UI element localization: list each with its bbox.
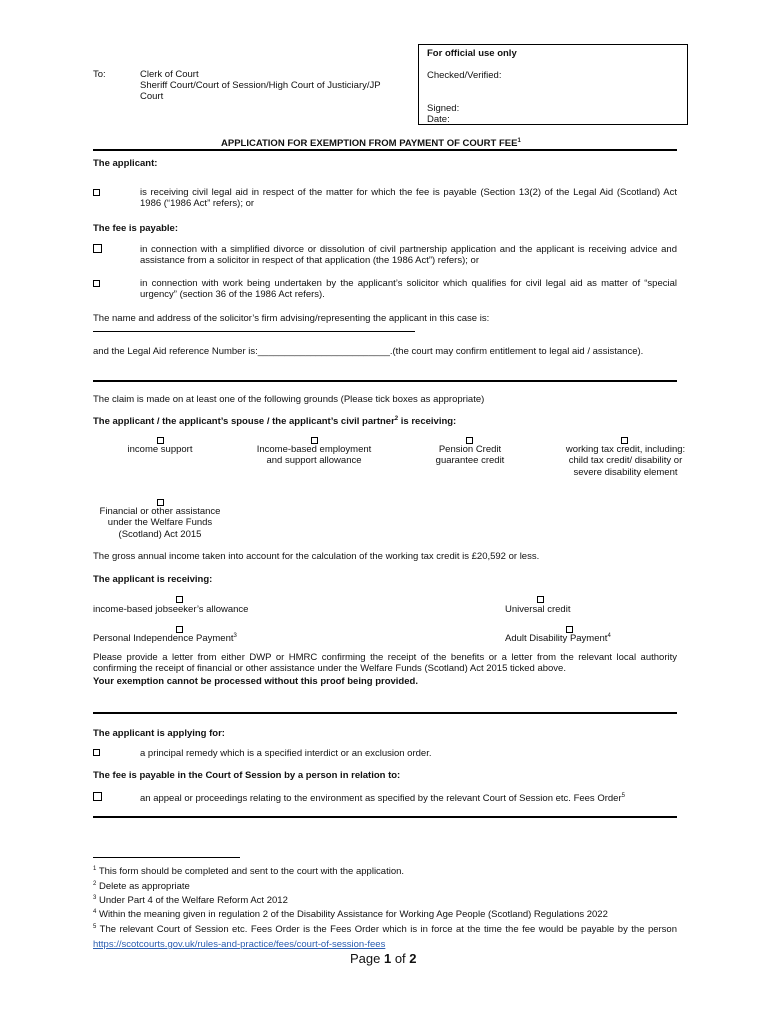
proof-warning: Your exemption cannot be processed without this proof being provided. <box>93 676 418 687</box>
benefit-universal-credit: Universal credit <box>505 604 571 615</box>
official-use-box <box>418 44 688 125</box>
benefit-pension-credit: Pension Credit guarantee credit <box>435 444 505 467</box>
benefit-welfare-funds: Financial or other assistance under the Welfare Funds (Scotland) Act 2015 <box>99 506 221 540</box>
form-title: APPLICATION FOR EXEMPTION FROM PAYMENT OF COURT FEE$^1$ <box>221 137 521 149</box>
session-item: an appeal or proceedings relating to the environment as specified by the relevant Court of Session etc. Fees Order$^5$ <box>140 792 625 804</box>
session-heading: The fee is payable in the Court of Session by a person in relation to: <box>93 770 401 781</box>
to-line-2: Sheriff Court/Court of Session/High Court of Justiciary/JP <box>140 80 381 91</box>
fee-item-1: in connection with a simplified divorce or dissolution of civil partnership application and the applicant is receiving advice and assistance from a solicitor in respect of that application (the 1986 Act”) refers); or <box>140 244 677 267</box>
checkbox-environment-appeal[interactable] <box>93 792 102 801</box>
fee-item-2: in connection with work being undertaken by the applicant’s solicitor which qualifies for civil legal aid as matter of “special urgency” (section 36 of the 1986 Act refers). <box>140 278 677 301</box>
section-rule-2 <box>93 712 677 714</box>
fee-heading: The fee is payable: <box>93 223 179 234</box>
checkbox-working-tax-credit[interactable] <box>621 437 628 444</box>
checkbox-civil-legal-aid[interactable] <box>93 189 100 196</box>
benefit-pip: Personal Independence Payment$^3$ <box>93 632 237 644</box>
checkbox-simplified-divorce[interactable] <box>93 244 102 253</box>
benefit-adp: Adult Disability Payment$^4$ <box>505 632 611 644</box>
fees-order-link[interactable]: https://scotcourts.gov.uk/rules-and-practice/fees/court-of-session-fees <box>93 938 386 950</box>
benefit-working-tax-credit: working tax credit, including: child tax credit/ disability or severe disability element <box>565 444 686 478</box>
checkbox-income-support[interactable] <box>157 437 164 444</box>
checkbox-welfare-funds[interactable] <box>157 499 164 506</box>
page-number: Page 1 of 2 <box>350 951 417 966</box>
section-rule-3 <box>93 816 677 818</box>
grounds-intro: The claim is made on at least one of the following grounds (Please tick boxes as appropriate) <box>93 394 485 405</box>
checkbox-interdict[interactable] <box>93 749 100 756</box>
footnote-1: $^1$ This form should be completed and sent to the court with the application. <box>93 865 405 877</box>
signed-label: Signed: <box>427 103 460 114</box>
solicitor-blank[interactable] <box>93 331 415 332</box>
checkbox-esa[interactable] <box>311 437 318 444</box>
date-label: Date: <box>427 114 450 125</box>
benefit-income-support: income support <box>127 444 193 455</box>
checkbox-pip[interactable] <box>176 626 183 633</box>
footnote-4: $^4$ Within the meaning given in regulation 2 of the Disability Assistance for Working Age People (Scotland) Regulations 2022 <box>93 908 608 920</box>
footnote-2: $^2$ Delete as appropriate <box>93 880 190 892</box>
benefit-jsa: income-based jobseeker’s allowance <box>93 604 249 615</box>
official-use-header: For official use only <box>427 48 517 59</box>
to-label: To: <box>93 69 106 80</box>
title-rule <box>93 149 677 151</box>
applicant-item-1: is receiving civil legal aid in respect of the matter for which the fee is payable (Section 13(2) of the Legal Aid (Scotland) Act 1986 (“1986 Act” refers); or <box>140 187 677 210</box>
solicitor-line: The name and address of the solicitor’s firm advising/representing the applicant in this case is: <box>93 313 490 324</box>
checkbox-jsa[interactable] <box>176 596 183 603</box>
checkbox-universal-credit[interactable] <box>537 596 544 603</box>
gross-income-note: The gross annual income taken into account for the calculation of the working tax credit is £20,592 or less. <box>93 551 540 562</box>
footnote-5: $^5$ The relevant Court of Session etc. Fees Order is the Fees Order which is in force at the time the fee would be payable by the person https://scotcourts.gov.uk/rules-and-practice/fees/court-of-session-fees <box>93 923 677 950</box>
checkbox-adp[interactable] <box>566 626 573 633</box>
proof-letter-note: Please provide a letter from either DWP or HMRC confirming the receipt of the benefits or a letter from the relevant local authority confirming the receipt of financial or other assistance under the Welfare Funds (Scotland) Act 2015 ticked above. <box>93 652 677 675</box>
grounds-heading: The applicant / the applicant’s spouse / the applicant’s civil partner$^2$ is receiving: <box>93 415 457 427</box>
to-line-3: Court <box>140 91 164 102</box>
checkbox-pension-credit[interactable] <box>466 437 473 444</box>
receiving-heading: The applicant is receiving: <box>93 574 213 585</box>
applying-heading: The applicant is applying for: <box>93 728 225 739</box>
applicant-heading: The applicant: <box>93 158 158 169</box>
checked-verified-label: Checked/Verified: <box>427 70 502 81</box>
applying-item: a principal remedy which is a specified interdict or an exclusion order. <box>140 748 432 759</box>
footnote-separator <box>93 857 240 858</box>
footnote-3: $^3$ Under Part 4 of the Welfare Reform Act 2012 <box>93 894 288 906</box>
legal-aid-reference: and the Legal Aid reference Number is:_________________________.(the court may confirm entitlement to legal aid / assistance). <box>93 346 644 357</box>
to-line-1: Clerk of Court <box>140 69 199 80</box>
section-rule-1 <box>93 380 677 382</box>
checkbox-special-urgency[interactable] <box>93 280 100 287</box>
benefit-esa: Income-based employment and support allowance <box>256 444 372 467</box>
